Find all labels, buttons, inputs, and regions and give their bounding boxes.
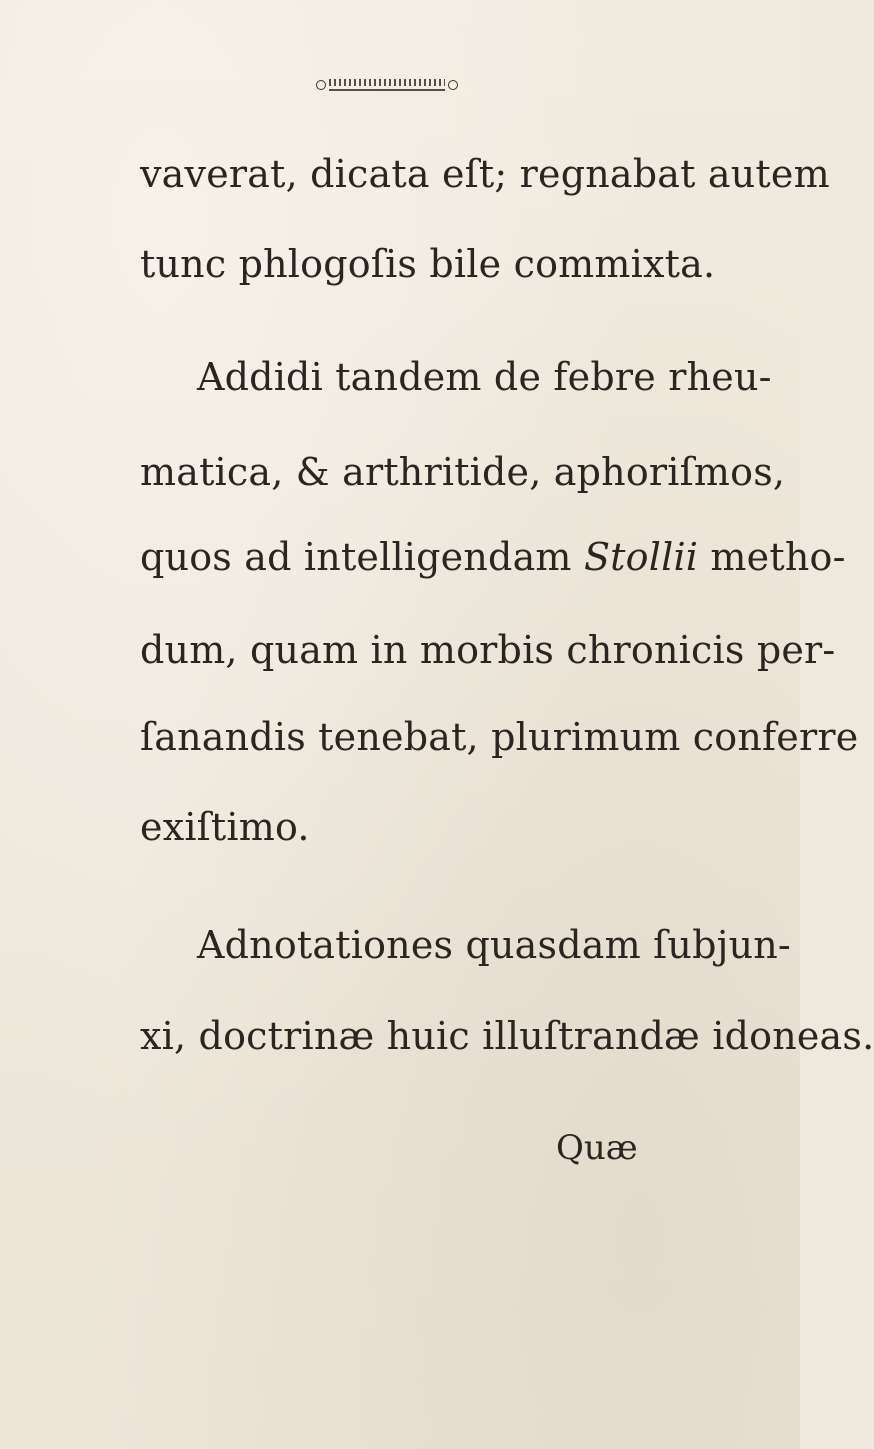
paragraph-2-line-4: dum, quam in morbis chronicis per-: [140, 628, 836, 672]
paragraph-2-line-2: matica, & arthritide, aphoriſmos,: [140, 450, 786, 494]
ornament-ring-right-icon: [448, 80, 458, 90]
text-line-1: vaverat, dicata eſt; regnabat autem: [140, 152, 830, 196]
ornament-ring-left-icon: [316, 80, 326, 90]
paragraph-3-line-1: Adnotationes quasdam ſubjun-: [197, 923, 791, 967]
paragraph-3-line-2: xi, doctrinæ huic illuſtrandæ idoneas.: [140, 1014, 874, 1058]
paragraph-2-line-1: Addidi tandem de febre rheu-: [197, 355, 772, 399]
paragraph-2-line-5: ſanandis tenebat, plurimum conferre: [140, 715, 859, 759]
decorative-headpiece-icon: [316, 76, 458, 94]
text-line-2: tunc phlogoſis bile commixta.: [140, 242, 716, 286]
author-name-stollii: Stollii: [583, 535, 699, 579]
catchword: Quæ: [556, 1128, 638, 1168]
text-after-name: metho-: [698, 535, 846, 579]
paragraph-2-line-6: exiſtimo.: [140, 805, 310, 849]
ornament-band-icon: [329, 79, 445, 91]
paragraph-2-line-3: [140, 535, 846, 579]
text-before-name: quos ad intelligendam: [140, 535, 584, 579]
